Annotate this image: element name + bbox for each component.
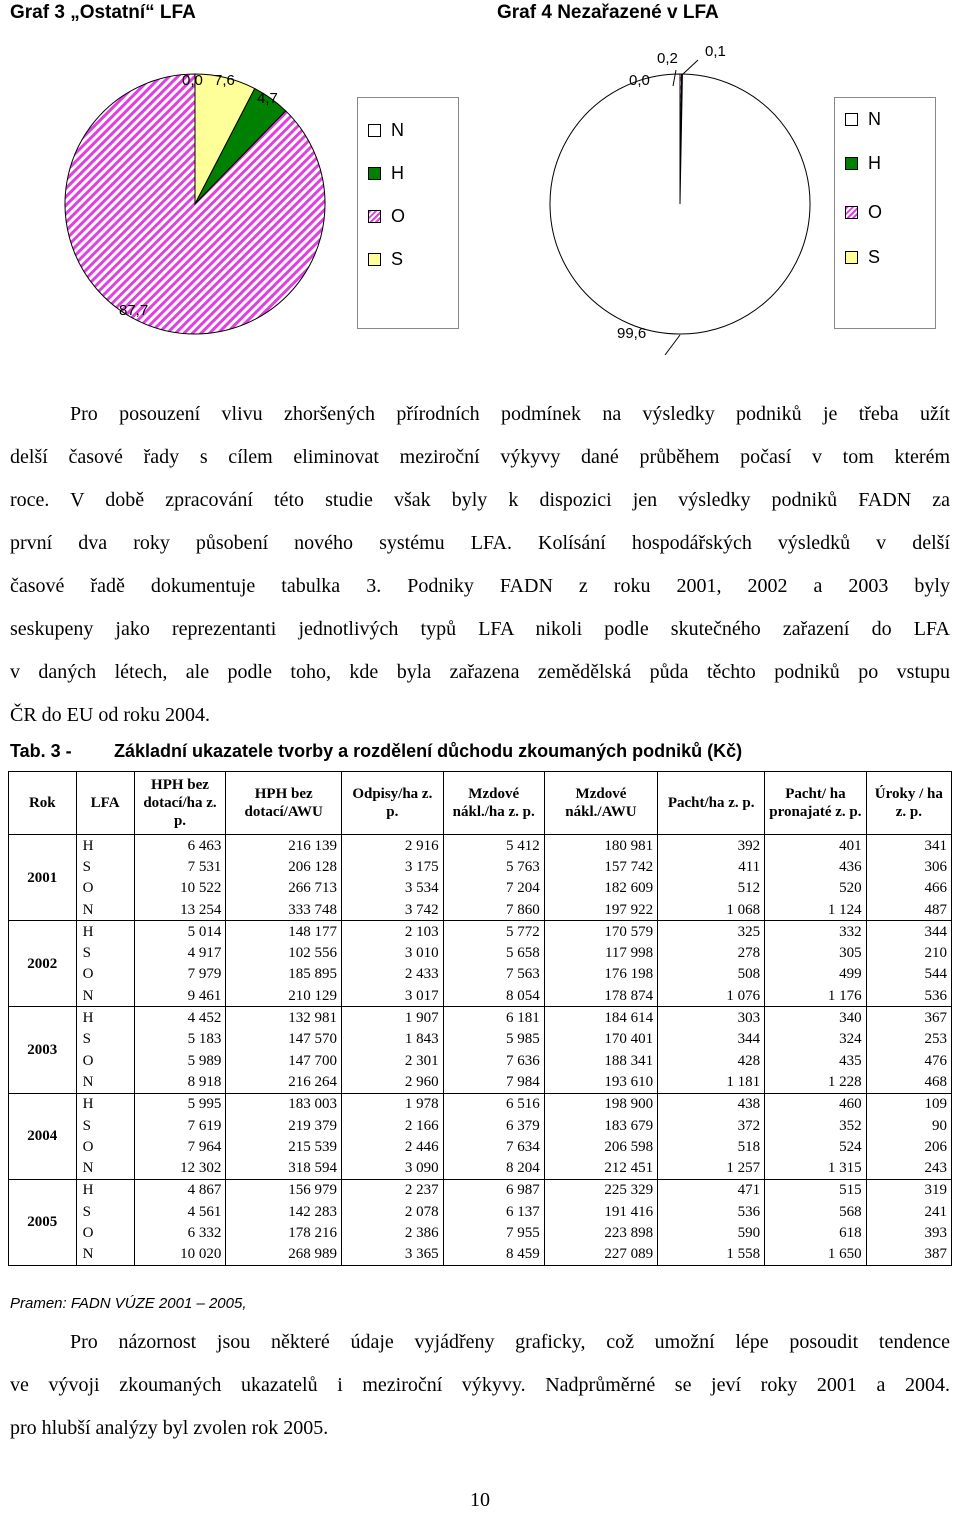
legend3-swatch-o	[368, 210, 381, 223]
value-cell: 499	[765, 964, 867, 985]
legend4-item-h	[845, 153, 881, 173]
value-cell: 157 742	[544, 856, 657, 877]
value-cell: 2 386	[342, 1222, 444, 1243]
value-cell: 5 658	[443, 942, 544, 963]
paragraph-line: časové řadě dokumentuje tabulka 3. Podniky FADN z roku 2001, 2002 a 2003 byly	[10, 575, 950, 597]
value-cell: 1 978	[342, 1093, 444, 1115]
legend3-item-o	[368, 206, 405, 226]
value-cell: 1 843	[342, 1029, 444, 1050]
lfa-cell: H	[76, 1093, 134, 1115]
value-cell: 520	[765, 878, 867, 899]
lfa-cell: H	[76, 1179, 134, 1201]
value-cell: 2 078	[342, 1201, 444, 1222]
table-row	[9, 942, 952, 963]
value-cell: 90	[866, 1115, 951, 1136]
table-row	[9, 856, 952, 877]
value-cell: 4 561	[134, 1201, 226, 1222]
value-cell: 1 181	[658, 1071, 765, 1093]
chart4-legend	[834, 97, 936, 329]
value-cell: 468	[866, 1071, 951, 1093]
table-body	[9, 835, 952, 1266]
value-cell: 215 539	[226, 1136, 342, 1157]
value-cell: 5 985	[443, 1029, 544, 1050]
value-cell: 2 960	[342, 1071, 444, 1093]
value-cell: 7 955	[443, 1222, 544, 1243]
value-cell: 476	[866, 1050, 951, 1071]
chart4-title: Graf 4 Nezařazené v LFA	[497, 2, 719, 23]
table-row	[9, 1029, 952, 1050]
value-cell: 8 204	[443, 1157, 544, 1179]
value-cell: 241	[866, 1201, 951, 1222]
value-cell: 428	[658, 1050, 765, 1071]
body-paragraph-2	[10, 1321, 950, 1450]
col-header-hph-awu: HPH bez dotací/AWU	[226, 772, 342, 835]
value-cell: 344	[866, 921, 951, 943]
value-cell: 4 917	[134, 942, 226, 963]
pie4-label-s: 0,0	[629, 72, 650, 89]
col-header-odpisy: Odpisy/ha z. p.	[342, 772, 444, 835]
legend4-swatch-s	[845, 251, 858, 264]
table-row	[9, 921, 952, 943]
value-cell: 12 302	[134, 1157, 226, 1179]
value-cell: 2 103	[342, 921, 444, 943]
value-cell: 518	[658, 1136, 765, 1157]
table-row	[9, 899, 952, 921]
value-cell: 6 463	[134, 835, 226, 857]
col-header-uroky: Úroky / ha z. p.	[866, 772, 951, 835]
table-row	[9, 1007, 952, 1029]
col-header-hph-ha: HPH bez dotací/ha z. p.	[134, 772, 226, 835]
value-cell: 142 283	[226, 1201, 342, 1222]
value-cell: 544	[866, 964, 951, 985]
value-cell: 170 579	[544, 921, 657, 943]
paragraph-line: seskupeny jako reprezentanti jednotlivých typů LFA nikoli podle skutečného zařazení do LFA	[10, 618, 950, 640]
value-cell: 367	[866, 1007, 951, 1029]
value-cell: 2 446	[342, 1136, 444, 1157]
value-cell: 319	[866, 1179, 951, 1201]
value-cell: 306	[866, 856, 951, 877]
value-cell: 1 558	[658, 1244, 765, 1266]
pie4-label-o: 0,2	[657, 50, 678, 67]
pie-slice-o	[65, 74, 325, 334]
value-cell: 372	[658, 1115, 765, 1136]
value-cell: 102 556	[226, 942, 342, 963]
table-row	[9, 985, 952, 1007]
value-cell: 3 742	[342, 899, 444, 921]
value-cell: 5 989	[134, 1050, 226, 1071]
value-cell: 392	[658, 835, 765, 857]
value-cell: 8 459	[443, 1244, 544, 1266]
legend4-swatch-h	[845, 157, 858, 170]
value-cell: 318 594	[226, 1157, 342, 1179]
table-row	[9, 1244, 952, 1266]
legend3-label-h: H	[391, 162, 404, 183]
pie-slice-n	[550, 74, 810, 334]
body-paragraph-1	[10, 393, 950, 737]
year-cell: 2002	[9, 921, 77, 1007]
value-cell: 303	[658, 1007, 765, 1029]
value-cell: 401	[765, 835, 867, 857]
col-header-pacht-ha: Pacht/ha z. p.	[658, 772, 765, 835]
table-row	[9, 835, 952, 857]
col-header-lfa: LFA	[76, 772, 134, 835]
value-cell: 460	[765, 1093, 867, 1115]
value-cell: 3 010	[342, 942, 444, 963]
table-number: Tab. 3 -	[10, 741, 72, 761]
value-cell: 340	[765, 1007, 867, 1029]
value-cell: 2 916	[342, 835, 444, 857]
value-cell: 206 598	[544, 1136, 657, 1157]
value-cell: 4 867	[134, 1179, 226, 1201]
value-cell: 568	[765, 1201, 867, 1222]
lfa-cell: S	[76, 1029, 134, 1050]
paragraph-line: Pro názornost jsou některé údaje vyjádřeny graficky, což umožní lépe posoudit tendence	[70, 1331, 950, 1353]
value-cell: 1 315	[765, 1157, 867, 1179]
legend4-label-s: S	[868, 246, 881, 267]
lfa-cell: O	[76, 878, 134, 899]
value-cell: 7 964	[134, 1136, 226, 1157]
value-cell: 7 204	[443, 878, 544, 899]
legend3-swatch-s	[368, 253, 381, 266]
lfa-cell: N	[76, 1157, 134, 1179]
value-cell: 278	[658, 942, 765, 963]
table-row	[9, 878, 952, 899]
value-cell: 3 534	[342, 878, 444, 899]
value-cell: 7 636	[443, 1050, 544, 1071]
data-table	[8, 771, 952, 1266]
value-cell: 1 650	[765, 1244, 867, 1266]
page-number: 10	[470, 1489, 490, 1511]
lfa-cell: H	[76, 835, 134, 857]
pie3-label-h: 4,7	[257, 90, 278, 107]
legend3-swatch-h	[368, 167, 381, 180]
col-header-rok: Rok	[9, 772, 77, 835]
value-cell: 147 570	[226, 1029, 342, 1050]
paragraph-line: pro hlubší analýzy byl zvolen rok 2005.	[10, 1417, 329, 1439]
legend4-item-n	[845, 109, 881, 129]
lfa-cell: N	[76, 1244, 134, 1266]
legend3-item-n	[368, 120, 404, 140]
value-cell: 3 175	[342, 856, 444, 877]
value-cell: 6 379	[443, 1115, 544, 1136]
value-cell: 170 401	[544, 1029, 657, 1050]
value-cell: 185 895	[226, 964, 342, 985]
value-cell: 590	[658, 1222, 765, 1243]
value-cell: 13 254	[134, 899, 226, 921]
value-cell: 2 237	[342, 1179, 444, 1201]
lfa-cell: O	[76, 964, 134, 985]
value-cell: 508	[658, 964, 765, 985]
legend3-swatch-n	[368, 124, 381, 137]
value-cell: 132 981	[226, 1007, 342, 1029]
value-cell: 1 068	[658, 899, 765, 921]
paragraph-line: delší časové řady s cílem eliminovat meziroční výkyvy dané průběhem počasí v tom kterém	[10, 446, 950, 468]
value-cell: 305	[765, 942, 867, 963]
table-row	[9, 1093, 952, 1115]
value-cell: 6 987	[443, 1179, 544, 1201]
value-cell: 9 461	[134, 985, 226, 1007]
value-cell: 243	[866, 1157, 951, 1179]
lfa-cell: O	[76, 1222, 134, 1243]
value-cell: 1 124	[765, 899, 867, 921]
value-cell: 183 679	[544, 1115, 657, 1136]
legend4-item-o	[845, 202, 882, 222]
leader-line	[665, 335, 680, 355]
legend4-swatch-o	[845, 206, 858, 219]
legend4-label-o: O	[868, 201, 883, 222]
table-row	[9, 1201, 952, 1222]
value-cell: 3 090	[342, 1157, 444, 1179]
value-cell: 212 451	[544, 1157, 657, 1179]
value-cell: 147 700	[226, 1050, 342, 1071]
value-cell: 344	[658, 1029, 765, 1050]
year-cell: 2001	[9, 835, 77, 921]
value-cell: 325	[658, 921, 765, 943]
table-caption	[10, 741, 742, 762]
value-cell: 411	[658, 856, 765, 877]
legend4-swatch-n	[845, 113, 858, 126]
value-cell: 10 522	[134, 878, 226, 899]
value-cell: 178 216	[226, 1222, 342, 1243]
value-cell: 332	[765, 921, 867, 943]
table-row	[9, 1179, 952, 1201]
value-cell: 117 998	[544, 942, 657, 963]
value-cell: 193 610	[544, 1071, 657, 1093]
value-cell: 6 332	[134, 1222, 226, 1243]
value-cell: 216 264	[226, 1071, 342, 1093]
value-cell: 198 900	[544, 1093, 657, 1115]
table-row	[9, 1071, 952, 1093]
value-cell: 333 748	[226, 899, 342, 921]
legend3-label-o: O	[391, 205, 406, 226]
value-cell: 8 054	[443, 985, 544, 1007]
pie3-label-n: 0,0	[182, 72, 203, 89]
value-cell: 6 516	[443, 1093, 544, 1115]
value-cell: 7 979	[134, 964, 226, 985]
paragraph-line: v daných létech, ale podle toho, kde byla zařazena zemědělská půda těchto podniků po vstupu	[10, 661, 950, 683]
value-cell: 178 874	[544, 985, 657, 1007]
value-cell: 225 329	[544, 1179, 657, 1201]
lfa-cell: S	[76, 856, 134, 877]
value-cell: 210 129	[226, 985, 342, 1007]
value-cell: 223 898	[544, 1222, 657, 1243]
value-cell: 8 918	[134, 1071, 226, 1093]
legend3-item-s	[368, 249, 403, 269]
pie4-label-n: 99,6	[617, 325, 647, 342]
value-cell: 5 183	[134, 1029, 226, 1050]
leader-line	[683, 60, 698, 74]
col-header-pacht-pronajate: Pacht/ ha pronajaté z. p.	[765, 772, 867, 835]
paragraph-line: první dva roky působení nového systému LFA. Kolísání hospodářských výsledků v delší	[10, 532, 950, 554]
value-cell: 180 981	[544, 835, 657, 857]
legend4-label-n: N	[868, 108, 881, 129]
value-cell: 4 452	[134, 1007, 226, 1029]
value-cell: 191 416	[544, 1201, 657, 1222]
value-cell: 227 089	[544, 1244, 657, 1266]
lfa-cell: O	[76, 1050, 134, 1071]
value-cell: 5 412	[443, 835, 544, 857]
value-cell: 466	[866, 878, 951, 899]
value-cell: 436	[765, 856, 867, 877]
value-cell: 536	[866, 985, 951, 1007]
value-cell: 210	[866, 942, 951, 963]
legend3-item-h	[368, 163, 404, 183]
value-cell: 183 003	[226, 1093, 342, 1115]
value-cell: 7 563	[443, 964, 544, 985]
value-cell: 3 017	[342, 985, 444, 1007]
table-row	[9, 1115, 952, 1136]
value-cell: 536	[658, 1201, 765, 1222]
lfa-cell: S	[76, 942, 134, 963]
value-cell: 219 379	[226, 1115, 342, 1136]
value-cell: 253	[866, 1029, 951, 1050]
value-cell: 206 128	[226, 856, 342, 877]
value-cell: 1 076	[658, 985, 765, 1007]
value-cell: 471	[658, 1179, 765, 1201]
value-cell: 487	[866, 899, 951, 921]
value-cell: 2 301	[342, 1050, 444, 1071]
table-header-row	[9, 772, 952, 835]
value-cell: 7 984	[443, 1071, 544, 1093]
value-cell: 7 531	[134, 856, 226, 877]
value-cell: 109	[866, 1093, 951, 1115]
table-title: Základní ukazatele tvorby a rozdělení důchodu zkoumaných podniků (Kč)	[114, 741, 743, 761]
value-cell: 438	[658, 1093, 765, 1115]
value-cell: 216 139	[226, 835, 342, 857]
paragraph-line: Pro posouzení vlivu zhoršených přírodních podmínek na výsledky podniků je třeba užít	[70, 403, 950, 425]
value-cell: 512	[658, 878, 765, 899]
pie3-label-s: 7,6	[214, 72, 235, 89]
value-cell: 5 014	[134, 921, 226, 943]
value-cell: 435	[765, 1050, 867, 1071]
value-cell: 156 979	[226, 1179, 342, 1201]
legend3-label-n: N	[391, 119, 404, 140]
table-row	[9, 1136, 952, 1157]
value-cell: 6 137	[443, 1201, 544, 1222]
year-cell: 2003	[9, 1007, 77, 1093]
value-cell: 182 609	[544, 878, 657, 899]
chart3-legend	[357, 97, 459, 329]
value-cell: 341	[866, 835, 951, 857]
value-cell: 352	[765, 1115, 867, 1136]
table-row	[9, 1050, 952, 1071]
value-cell: 393	[866, 1222, 951, 1243]
legend4-label-h: H	[868, 152, 881, 173]
pie3-label-o: 87,7	[119, 302, 149, 319]
value-cell: 5 995	[134, 1093, 226, 1115]
value-cell: 2 433	[342, 964, 444, 985]
col-header-mzdove-awu: Mzdové nákl./AWU	[544, 772, 657, 835]
value-cell: 1 907	[342, 1007, 444, 1029]
lfa-cell: N	[76, 1071, 134, 1093]
value-cell: 515	[765, 1179, 867, 1201]
legend3-label-s: S	[391, 248, 404, 269]
value-cell: 206	[866, 1136, 951, 1157]
value-cell: 618	[765, 1222, 867, 1243]
lfa-cell: S	[76, 1201, 134, 1222]
lfa-cell: H	[76, 1007, 134, 1029]
paragraph-line: roce. V době zpracování této studie však byly k dispozici jen výsledky podniků FADN za	[10, 489, 950, 511]
source-note: Pramen: FADN VÚZE 2001 – 2005,	[10, 1295, 247, 1312]
lfa-cell: S	[76, 1115, 134, 1136]
year-cell: 2005	[9, 1179, 77, 1265]
lfa-cell: N	[76, 985, 134, 1007]
value-cell: 324	[765, 1029, 867, 1050]
value-cell: 266 713	[226, 878, 342, 899]
value-cell: 7 634	[443, 1136, 544, 1157]
value-cell: 188 341	[544, 1050, 657, 1071]
lfa-cell: H	[76, 921, 134, 943]
paragraph-line: ve vývoji zkoumaných ukazatelů i meziroční výkyvy. Nadprůměrné se jeví roky 2001 a 2004.	[10, 1374, 950, 1396]
table-row	[9, 1222, 952, 1243]
value-cell: 197 922	[544, 899, 657, 921]
lfa-cell: O	[76, 1136, 134, 1157]
pie4-label-h: 0,1	[705, 43, 726, 60]
value-cell: 176 198	[544, 964, 657, 985]
legend4-item-s	[845, 247, 880, 267]
value-cell: 7 860	[443, 899, 544, 921]
value-cell: 148 177	[226, 921, 342, 943]
value-cell: 524	[765, 1136, 867, 1157]
value-cell: 5 763	[443, 856, 544, 877]
lfa-cell: N	[76, 899, 134, 921]
value-cell: 184 614	[544, 1007, 657, 1029]
col-header-mzdove-ha: Mzdové nákl./ha z. p.	[443, 772, 544, 835]
value-cell: 1 257	[658, 1157, 765, 1179]
value-cell: 7 619	[134, 1115, 226, 1136]
value-cell: 10 020	[134, 1244, 226, 1266]
value-cell: 268 989	[226, 1244, 342, 1266]
chart3-title: Graf 3 „Ostatní“ LFA	[10, 2, 196, 23]
value-cell: 2 166	[342, 1115, 444, 1136]
value-cell: 5 772	[443, 921, 544, 943]
value-cell: 1 228	[765, 1071, 867, 1093]
value-cell: 6 181	[443, 1007, 544, 1029]
value-cell: 3 365	[342, 1244, 444, 1266]
value-cell: 387	[866, 1244, 951, 1266]
table-row	[9, 1157, 952, 1179]
value-cell: 1 176	[765, 985, 867, 1007]
year-cell: 2004	[9, 1093, 77, 1179]
paragraph-line: ČR do EU od roku 2004.	[10, 704, 210, 726]
table-row	[9, 964, 952, 985]
